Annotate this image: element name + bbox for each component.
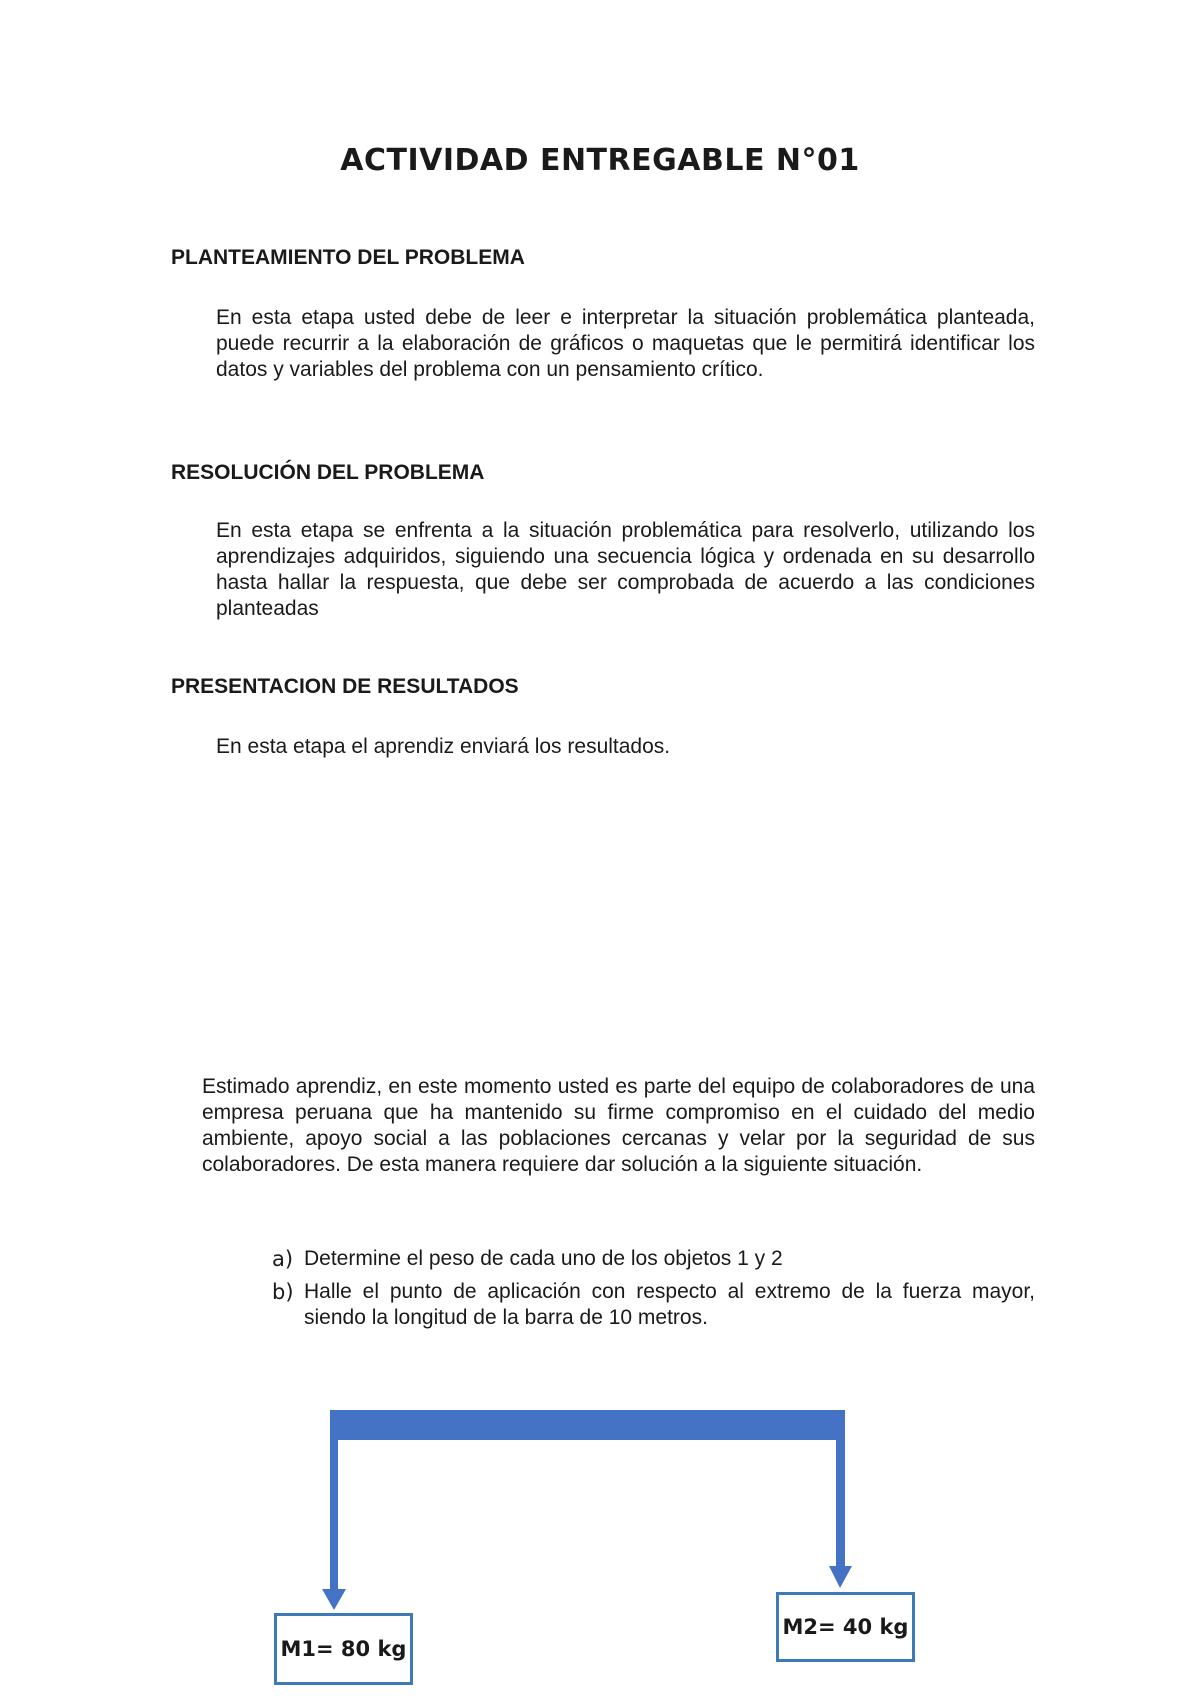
section-body-planteamiento: En esta etapa usted debe de leer e interpretar la situación problemática planteada, puede recurrir a la elaboración de gráficos o maquetas que le permitirá identificar los datos y variables del problema con un pensamiento crítico. [216, 306, 1035, 381]
question-b-text: Halle el punto de aplicación con respecto al extremo de la fuerza mayor, siendo la longitud de la barra de 10 metros. [304, 1280, 1035, 1329]
section-body-presentacion: En esta etapa el aprendiz enviará los resultados. [216, 735, 671, 758]
left-arrowhead [322, 1589, 346, 1610]
section-heading-resolucion: RESOLUCIÓN DEL PROBLEMA [171, 461, 485, 484]
section-heading-presentacion: PRESENTACION DE RESULTADOS [171, 675, 519, 698]
right-arrowhead [829, 1566, 852, 1588]
question-b-marker: b) [272, 1280, 294, 1304]
question-a-marker: a) [272, 1247, 294, 1271]
section-heading-planteamiento: PLANTEAMIENTO DEL PROBLEMA [171, 246, 525, 269]
section-body-resolucion: En esta etapa se enfrenta a la situación problemática para resolverlo, utilizando los aprendizajes adquiridos, siguiendo una secuencia lógica y ordenada en su desarrollo hasta hallar la respuesta, que debe ser comprobada de acuerdo a las condiciones planteadas [216, 519, 1035, 620]
lever-bar [330, 1410, 845, 1440]
question-a-text: Determine el peso de cada uno de los objetos 1 y 2 [304, 1247, 783, 1270]
document-title: ACTIVIDAD ENTREGABLE N°01 [340, 143, 860, 178]
mass-1-box: M1= 80 kg [274, 1613, 413, 1685]
mass-2-box: M2= 40 kg [776, 1592, 915, 1662]
right-support [836, 1436, 845, 1573]
intro-paragraph: Estimado aprendiz, en este momento usted es parte del equipo de colaboradores de una empresa peruana que ha mantenido su firme compromiso en el cuidado del medio ambiente, apoyo social a las poblaciones cercanas y velar por la seguridad de sus colaboradores. De esta manera requiere dar solución a la siguiente situación. [202, 1075, 1035, 1176]
left-support [330, 1436, 338, 1596]
